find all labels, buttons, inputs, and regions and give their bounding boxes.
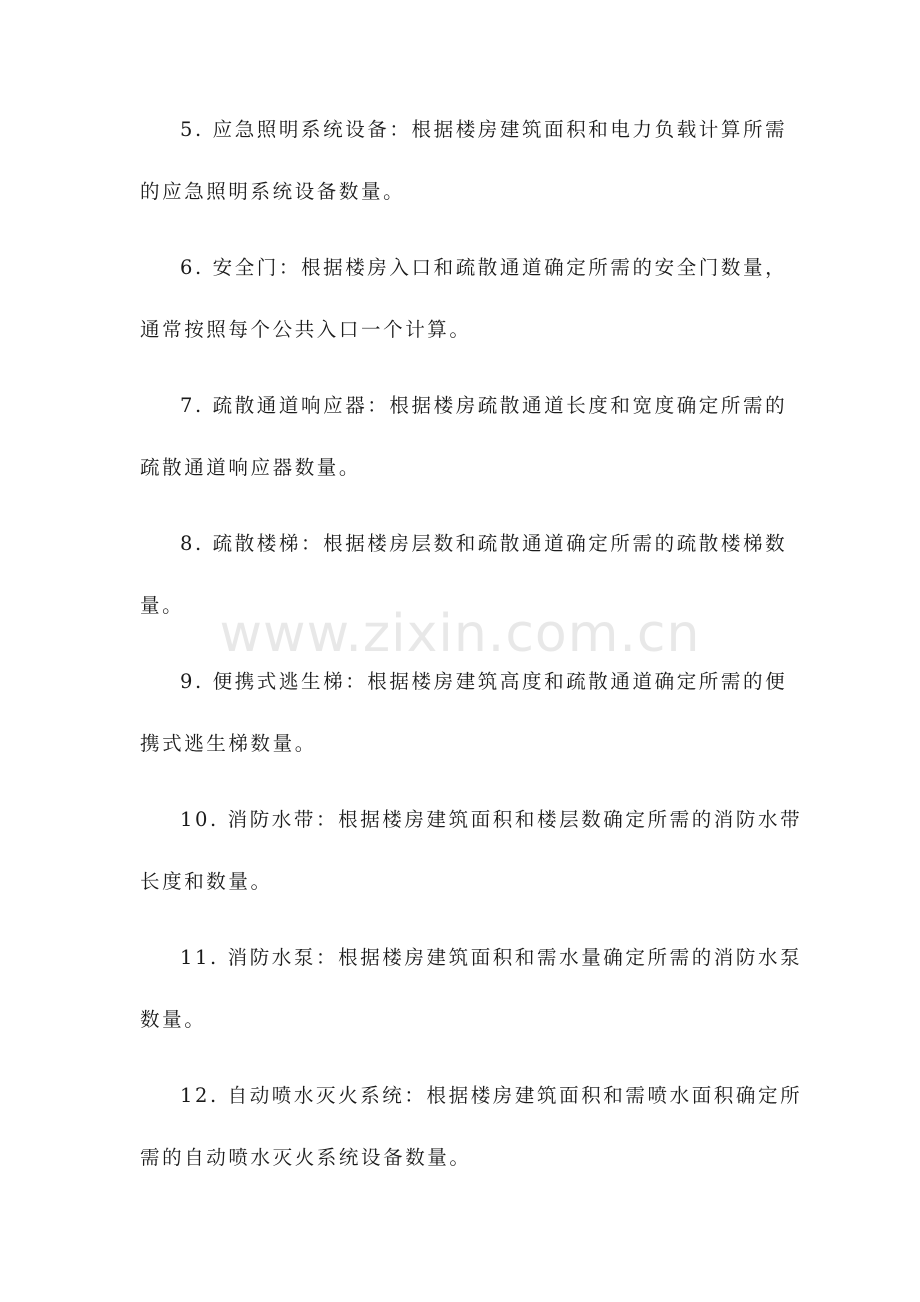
item-7-line-1: 7. 疏散通道响应器：根据楼房疏散通道长度和宽度确定所需的	[180, 394, 788, 417]
item-8-line-2: 量。	[140, 594, 185, 617]
item-9-line-1: 9. 便携式逃生梯：根据楼房建筑高度和疏散通道确定所需的便	[180, 670, 788, 693]
watermark: www.zixin.com.cn	[219, 604, 701, 664]
item-10-line-1: 10. 消防水带：根据楼房建筑面积和楼层数确定所需的消防水带	[180, 808, 803, 831]
item-7-line-2: 疏散通道响应器数量。	[140, 456, 362, 479]
item-12-line-2: 需的自动喷水灭火系统设备数量。	[140, 1146, 472, 1169]
item-11-line-1: 11. 消防水泵：根据楼房建筑面积和需水量确定所需的消防水泵	[180, 946, 803, 969]
item-5-line-2: 的应急照明系统设备数量。	[140, 180, 406, 203]
item-8-line-1: 8. 疏散楼梯：根据楼房层数和疏散通道确定所需的疏散楼梯数	[180, 532, 788, 555]
item-6-line-2: 通常按照每个公共入口一个计算。	[140, 318, 472, 341]
item-6-line-1: 6. 安全门：根据楼房入口和疏散通道确定所需的安全门数量，	[180, 256, 788, 279]
item-12-line-1: 12. 自动喷水灭火系统：根据楼房建筑面积和需喷水面积确定所	[180, 1084, 803, 1107]
item-5-line-1: 5. 应急照明系统设备：根据楼房建筑面积和电力负载计算所需	[180, 118, 788, 141]
item-10-line-2: 长度和数量。	[140, 870, 273, 893]
item-11-line-2: 数量。	[140, 1008, 207, 1031]
item-9-line-2: 携式逃生梯数量。	[140, 732, 317, 755]
